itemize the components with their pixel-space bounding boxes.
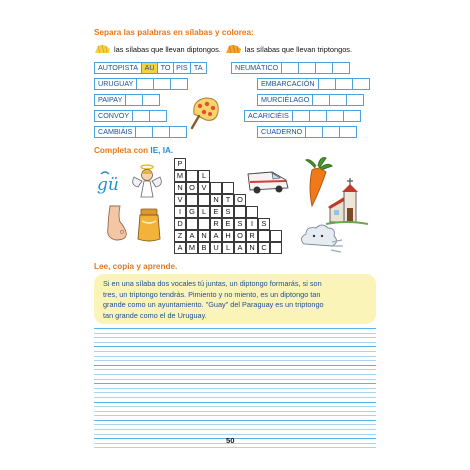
syllable-box[interactable] bbox=[322, 126, 340, 138]
letter-cell: I bbox=[174, 206, 186, 218]
syllable-box[interactable] bbox=[318, 78, 336, 90]
letter-cell: A bbox=[174, 242, 186, 254]
letter-cell: L bbox=[222, 242, 234, 254]
syllable-box[interactable] bbox=[343, 110, 361, 122]
writing-line bbox=[94, 447, 376, 448]
legend-triptongos-text: las sílabas que llevan triptongos. bbox=[244, 44, 353, 54]
word-row-convoy bbox=[95, 110, 167, 122]
poem-box bbox=[94, 274, 376, 324]
word-label: CONVOY bbox=[94, 110, 133, 122]
yellow-crayon-icon bbox=[94, 44, 111, 54]
letter-cell: V bbox=[198, 182, 210, 194]
writing-line bbox=[94, 420, 376, 421]
letter-cell[interactable] bbox=[270, 242, 282, 254]
letter-cell: A bbox=[210, 230, 222, 242]
letter-cell[interactable] bbox=[270, 230, 282, 242]
exercise-3-title: Lee, copia y aprende. bbox=[94, 262, 178, 271]
syllable-box[interactable] bbox=[281, 62, 299, 74]
syllable-box[interactable]: TA bbox=[190, 62, 207, 74]
letter-cell: P bbox=[174, 158, 186, 170]
word-row-cuaderno bbox=[258, 126, 357, 138]
letter-cell: G bbox=[186, 206, 198, 218]
syllable-box[interactable] bbox=[132, 110, 150, 122]
writing-line bbox=[94, 383, 376, 384]
word-row-uruguay bbox=[95, 78, 188, 90]
letter-cell: L bbox=[198, 206, 210, 218]
wind-cloud-icon bbox=[298, 222, 344, 259]
letter-cell: A bbox=[234, 242, 246, 254]
syllable-box[interactable] bbox=[170, 78, 188, 90]
word-label: EMBARCACIÓN bbox=[257, 78, 319, 90]
letter-cell: R bbox=[246, 230, 258, 242]
word-row-murcielago bbox=[258, 94, 364, 106]
word-label: CAMBIÁIS bbox=[94, 126, 136, 138]
letter-cell: H bbox=[222, 230, 234, 242]
syllable-box[interactable] bbox=[298, 62, 316, 74]
writing-line bbox=[94, 356, 376, 357]
syllable-box[interactable] bbox=[152, 126, 170, 138]
writing-line bbox=[94, 438, 376, 439]
letter-cell: D bbox=[174, 218, 186, 230]
letter-cell: N bbox=[246, 242, 258, 254]
syllable-box[interactable] bbox=[292, 110, 310, 122]
letter-cell: U bbox=[210, 242, 222, 254]
letter-cell: S bbox=[234, 218, 246, 230]
syllable-box[interactable]: AU bbox=[141, 62, 158, 74]
writing-line bbox=[94, 346, 376, 347]
syllable-box[interactable] bbox=[332, 62, 350, 74]
letter-cell: S bbox=[258, 218, 270, 230]
letter-cell: S bbox=[222, 206, 234, 218]
poem-line: tan grande como el de Uruguay. bbox=[103, 310, 207, 320]
letter-cell: N bbox=[198, 230, 210, 242]
color-legend bbox=[94, 44, 352, 54]
letter-cell: N bbox=[174, 182, 186, 194]
writing-line bbox=[94, 365, 376, 366]
writing-line bbox=[94, 328, 376, 329]
writing-line bbox=[94, 434, 376, 435]
poem-line: tres, un triptongo tendrás. Pimiento y no miento, es un diptongo tan bbox=[103, 289, 321, 299]
writing-line bbox=[94, 360, 376, 361]
letter-cell: O bbox=[234, 230, 246, 242]
writing-line bbox=[94, 337, 376, 338]
gui-letters-icon bbox=[95, 170, 123, 205]
word-row-neumatico bbox=[232, 62, 350, 74]
word-row-autopista bbox=[95, 62, 207, 74]
poem-line: grande como un ayuntamiento. "Guay" del Paraguay es un triptongo bbox=[103, 300, 324, 310]
syllable-box[interactable] bbox=[346, 94, 364, 106]
syllable-box[interactable] bbox=[312, 94, 330, 106]
word-row-acariciais bbox=[245, 110, 361, 122]
writing-line bbox=[94, 429, 376, 430]
word-label: URUGUAY bbox=[94, 78, 137, 90]
word-label: CUADERNO bbox=[257, 126, 306, 138]
letter-cell: Z bbox=[174, 230, 186, 242]
letter-cell[interactable] bbox=[210, 182, 222, 194]
syllable-box[interactable] bbox=[125, 94, 143, 106]
foot-icon bbox=[100, 202, 132, 247]
letter-cell: C bbox=[258, 242, 270, 254]
letter-cell: T bbox=[222, 194, 234, 206]
word-label: ACARICIÉIS bbox=[244, 110, 293, 122]
syllable-box[interactable] bbox=[335, 78, 353, 90]
word-label: NEUMÁTICO bbox=[231, 62, 282, 74]
word-label: PAIPAY bbox=[94, 94, 126, 106]
poem-line: Si en una sílaba dos vocales tú juntas, un diptongo formarás, si son bbox=[103, 279, 322, 288]
syllable-box[interactable] bbox=[326, 110, 344, 122]
syllable-box[interactable] bbox=[169, 126, 187, 138]
angel-icon bbox=[130, 163, 164, 204]
syllable-box[interactable] bbox=[339, 126, 357, 138]
writing-line bbox=[94, 379, 376, 380]
legend-diptongos-text: las sílabas que llevan diptongos. bbox=[114, 44, 221, 54]
word-label: MURCIÉLAGO bbox=[257, 94, 313, 106]
writing-line bbox=[94, 342, 376, 343]
writing-line bbox=[94, 369, 376, 370]
word-row-embarcacion bbox=[258, 78, 370, 90]
exercise-2-title-prefix: Completa con bbox=[94, 146, 149, 155]
writing-line bbox=[94, 402, 376, 403]
letter-cell[interactable] bbox=[186, 194, 198, 206]
syllable-box[interactable] bbox=[135, 126, 153, 138]
writing-line bbox=[94, 411, 376, 412]
exercise-2-title-suffix: IE, IA. bbox=[150, 146, 174, 155]
letter-cell[interactable] bbox=[186, 170, 198, 182]
letter-cell: E bbox=[210, 206, 222, 218]
writing-line bbox=[94, 406, 376, 407]
letter-cell: N bbox=[210, 194, 222, 206]
exercise-1-title: Separa las palabras en sílabas y colorea: bbox=[94, 28, 254, 37]
letter-cell: O bbox=[186, 182, 198, 194]
writing-line bbox=[94, 443, 376, 444]
letter-cell[interactable] bbox=[198, 218, 210, 230]
writing-line bbox=[94, 397, 376, 398]
svg-text:gü: gü bbox=[97, 175, 119, 195]
letter-cell: M bbox=[186, 242, 198, 254]
fan-icon bbox=[186, 94, 224, 137]
writing-line bbox=[94, 333, 376, 334]
syllable-box[interactable]: PIS bbox=[173, 62, 191, 74]
letter-cell: M bbox=[174, 170, 186, 182]
letter-cell: V bbox=[174, 194, 186, 206]
letter-cell: B bbox=[198, 242, 210, 254]
syllable-box[interactable] bbox=[305, 126, 323, 138]
letter-cell[interactable] bbox=[246, 206, 258, 218]
word-row-paipay bbox=[95, 94, 160, 106]
page-number: 50 bbox=[226, 436, 235, 445]
word-label: AUTOPISTA bbox=[94, 62, 142, 74]
syllable-box[interactable] bbox=[329, 94, 347, 106]
writing-line bbox=[94, 424, 376, 425]
writing-line bbox=[94, 374, 376, 375]
letter-cell: I bbox=[246, 218, 258, 230]
letter-cell: O bbox=[234, 194, 246, 206]
syllable-box[interactable] bbox=[142, 94, 160, 106]
letter-cell: R bbox=[210, 218, 222, 230]
letter-cell: A bbox=[186, 230, 198, 242]
letter-cell[interactable] bbox=[222, 182, 234, 194]
syllable-box[interactable] bbox=[315, 62, 333, 74]
exercise-2-title bbox=[94, 146, 173, 155]
syllable-box[interactable] bbox=[149, 110, 167, 122]
syllable-box[interactable] bbox=[153, 78, 171, 90]
ambulance-icon bbox=[246, 166, 290, 201]
letter-cell: E bbox=[222, 218, 234, 230]
syllable-box[interactable] bbox=[136, 78, 154, 90]
writing-line bbox=[94, 388, 376, 389]
writing-line bbox=[94, 415, 376, 416]
orange-crayon-icon bbox=[225, 44, 242, 54]
letter-cell[interactable] bbox=[186, 218, 198, 230]
letter-cell: L bbox=[198, 170, 210, 182]
writing-line bbox=[94, 351, 376, 352]
writing-lines[interactable] bbox=[94, 328, 376, 452]
syllable-box[interactable] bbox=[352, 78, 370, 90]
syllable-box[interactable] bbox=[309, 110, 327, 122]
letter-cell[interactable] bbox=[258, 230, 270, 242]
word-row-cambiais bbox=[95, 126, 187, 138]
writing-line bbox=[94, 392, 376, 393]
letter-cell[interactable] bbox=[198, 194, 210, 206]
syllable-box[interactable]: TO bbox=[157, 62, 174, 74]
letter-cell[interactable] bbox=[234, 206, 246, 218]
honey-jar-icon bbox=[134, 205, 164, 248]
